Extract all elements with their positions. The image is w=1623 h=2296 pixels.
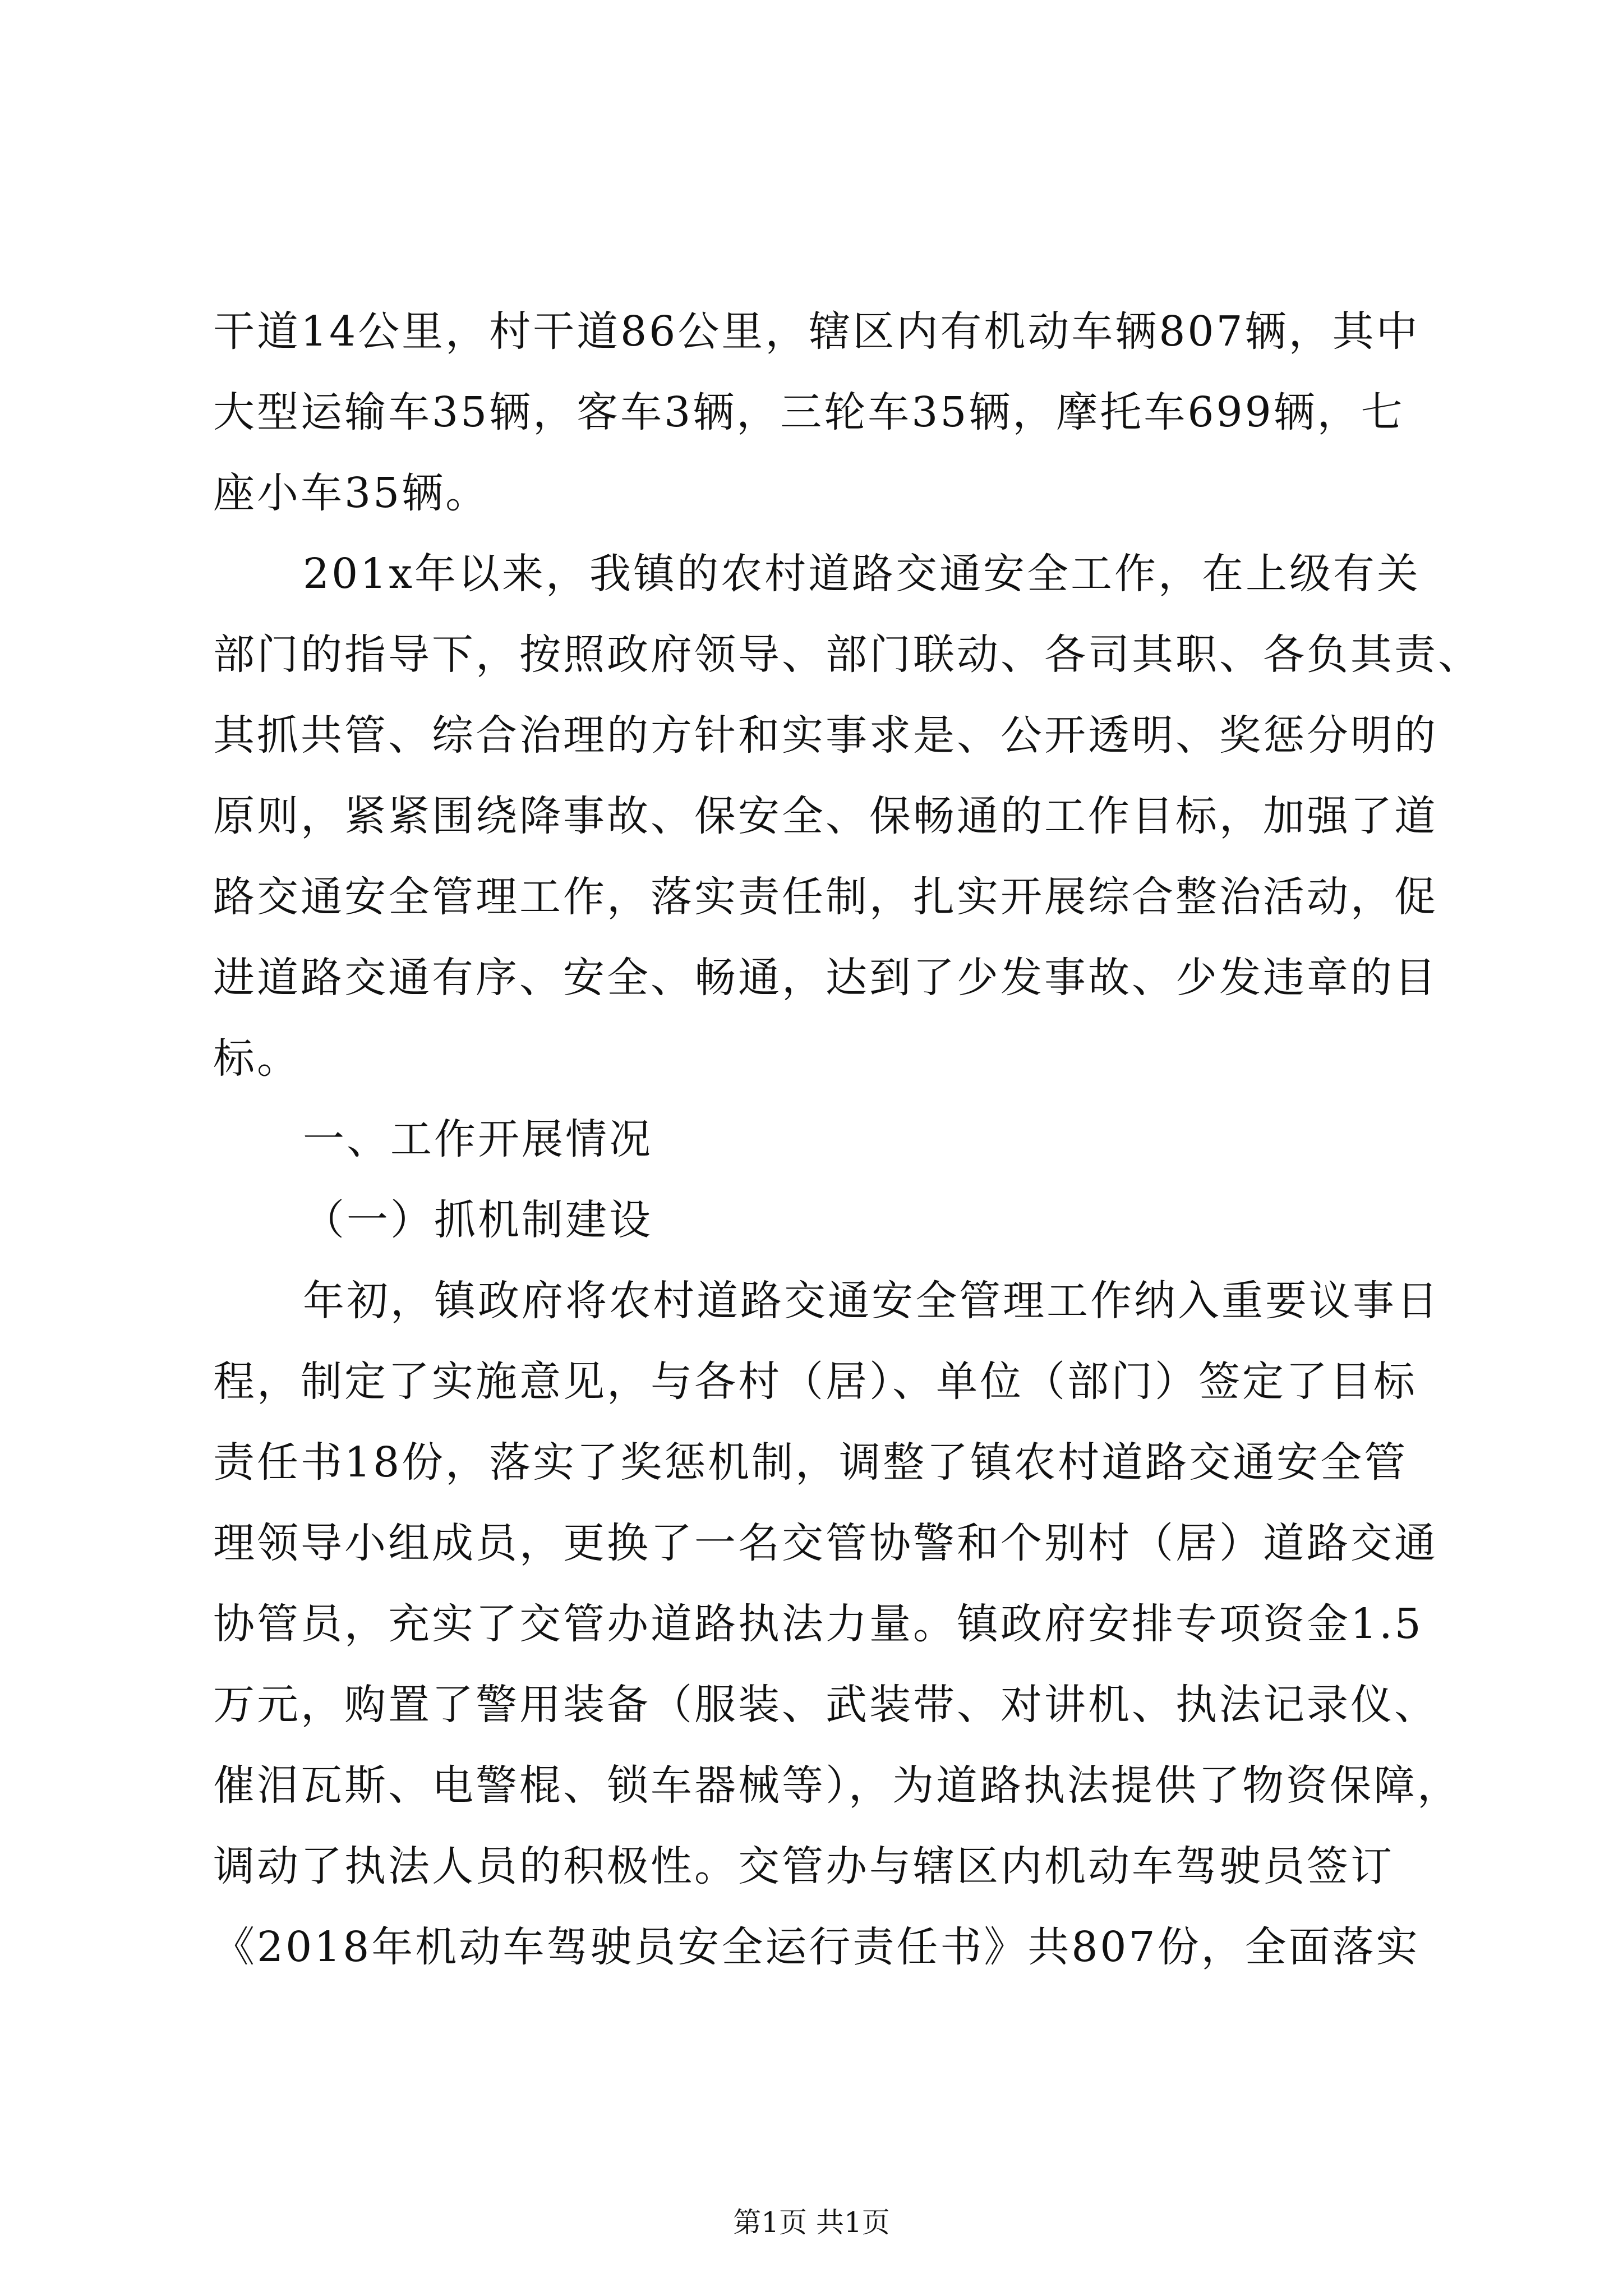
- body-line: 201x年以来，我镇的农村道路交通安全工作，在上级有关: [303, 550, 1421, 598]
- body-line: 理领导小组成员，更换了一名交管协警和个别村（居）道路交通: [213, 1519, 1438, 1567]
- body-line: 部门的指导下，按照政府领导、部门联动、各司其职、各负其责、: [213, 631, 1482, 679]
- subsection-heading: （一）抓机制建设: [303, 1196, 653, 1244]
- body-line: 协管员，充实了交管办道路执法力量。镇政府安排专项资金1.5: [213, 1600, 1423, 1648]
- body-line: 万元，购置了警用装备（服装、武装带、对讲机、执法记录仪、: [213, 1681, 1438, 1729]
- body-line: 大型运输车35辆，客车3辆，三轮车35辆，摩托车699辆，七: [213, 388, 1405, 436]
- section-heading: 一、工作开展情况: [303, 1115, 653, 1163]
- body-line: 标。: [213, 1034, 301, 1083]
- body-line: 程，制定了实施意见，与各村（居）、单位（部门）签定了目标: [213, 1358, 1417, 1406]
- page-footer: 第1页 共1页: [733, 2206, 890, 2239]
- body-line: 座小车35辆。: [213, 469, 490, 517]
- body-line: 其抓共管、综合治理的方针和实事求是、公开透明、奖惩分明的: [213, 711, 1438, 760]
- body-line: 路交通安全管理工作，落实责任制，扎实开展综合整治活动，促: [213, 873, 1438, 921]
- body-line: 《2018年机动车驾驶员安全运行责任书》共807份，全面落实: [213, 1923, 1420, 1971]
- body-line: 年初，镇政府将农村道路交通安全管理工作纳入重要议事日: [303, 1277, 1440, 1325]
- body-line: 干道14公里，村干道86公里，辖区内有机动车辆807辆，其中: [213, 307, 1420, 356]
- body-line: 责任书18份，落实了奖惩机制，调整了镇农村道路交通安全管: [213, 1438, 1408, 1487]
- body-line: 催泪瓦斯、电警棍、锁车器械等），为道路执法提供了物资保障，: [213, 1761, 1461, 1810]
- body-line: 调动了执法人员的积极性。交管办与辖区内机动车驾驶员签订: [213, 1842, 1394, 1890]
- body-line: 原则，紧紧围绕降事故、保安全、保畅通的工作目标，加强了道: [213, 792, 1438, 840]
- body-line: 进道路交通有序、安全、畅通，达到了少发事故、少发违章的目: [213, 954, 1438, 1002]
